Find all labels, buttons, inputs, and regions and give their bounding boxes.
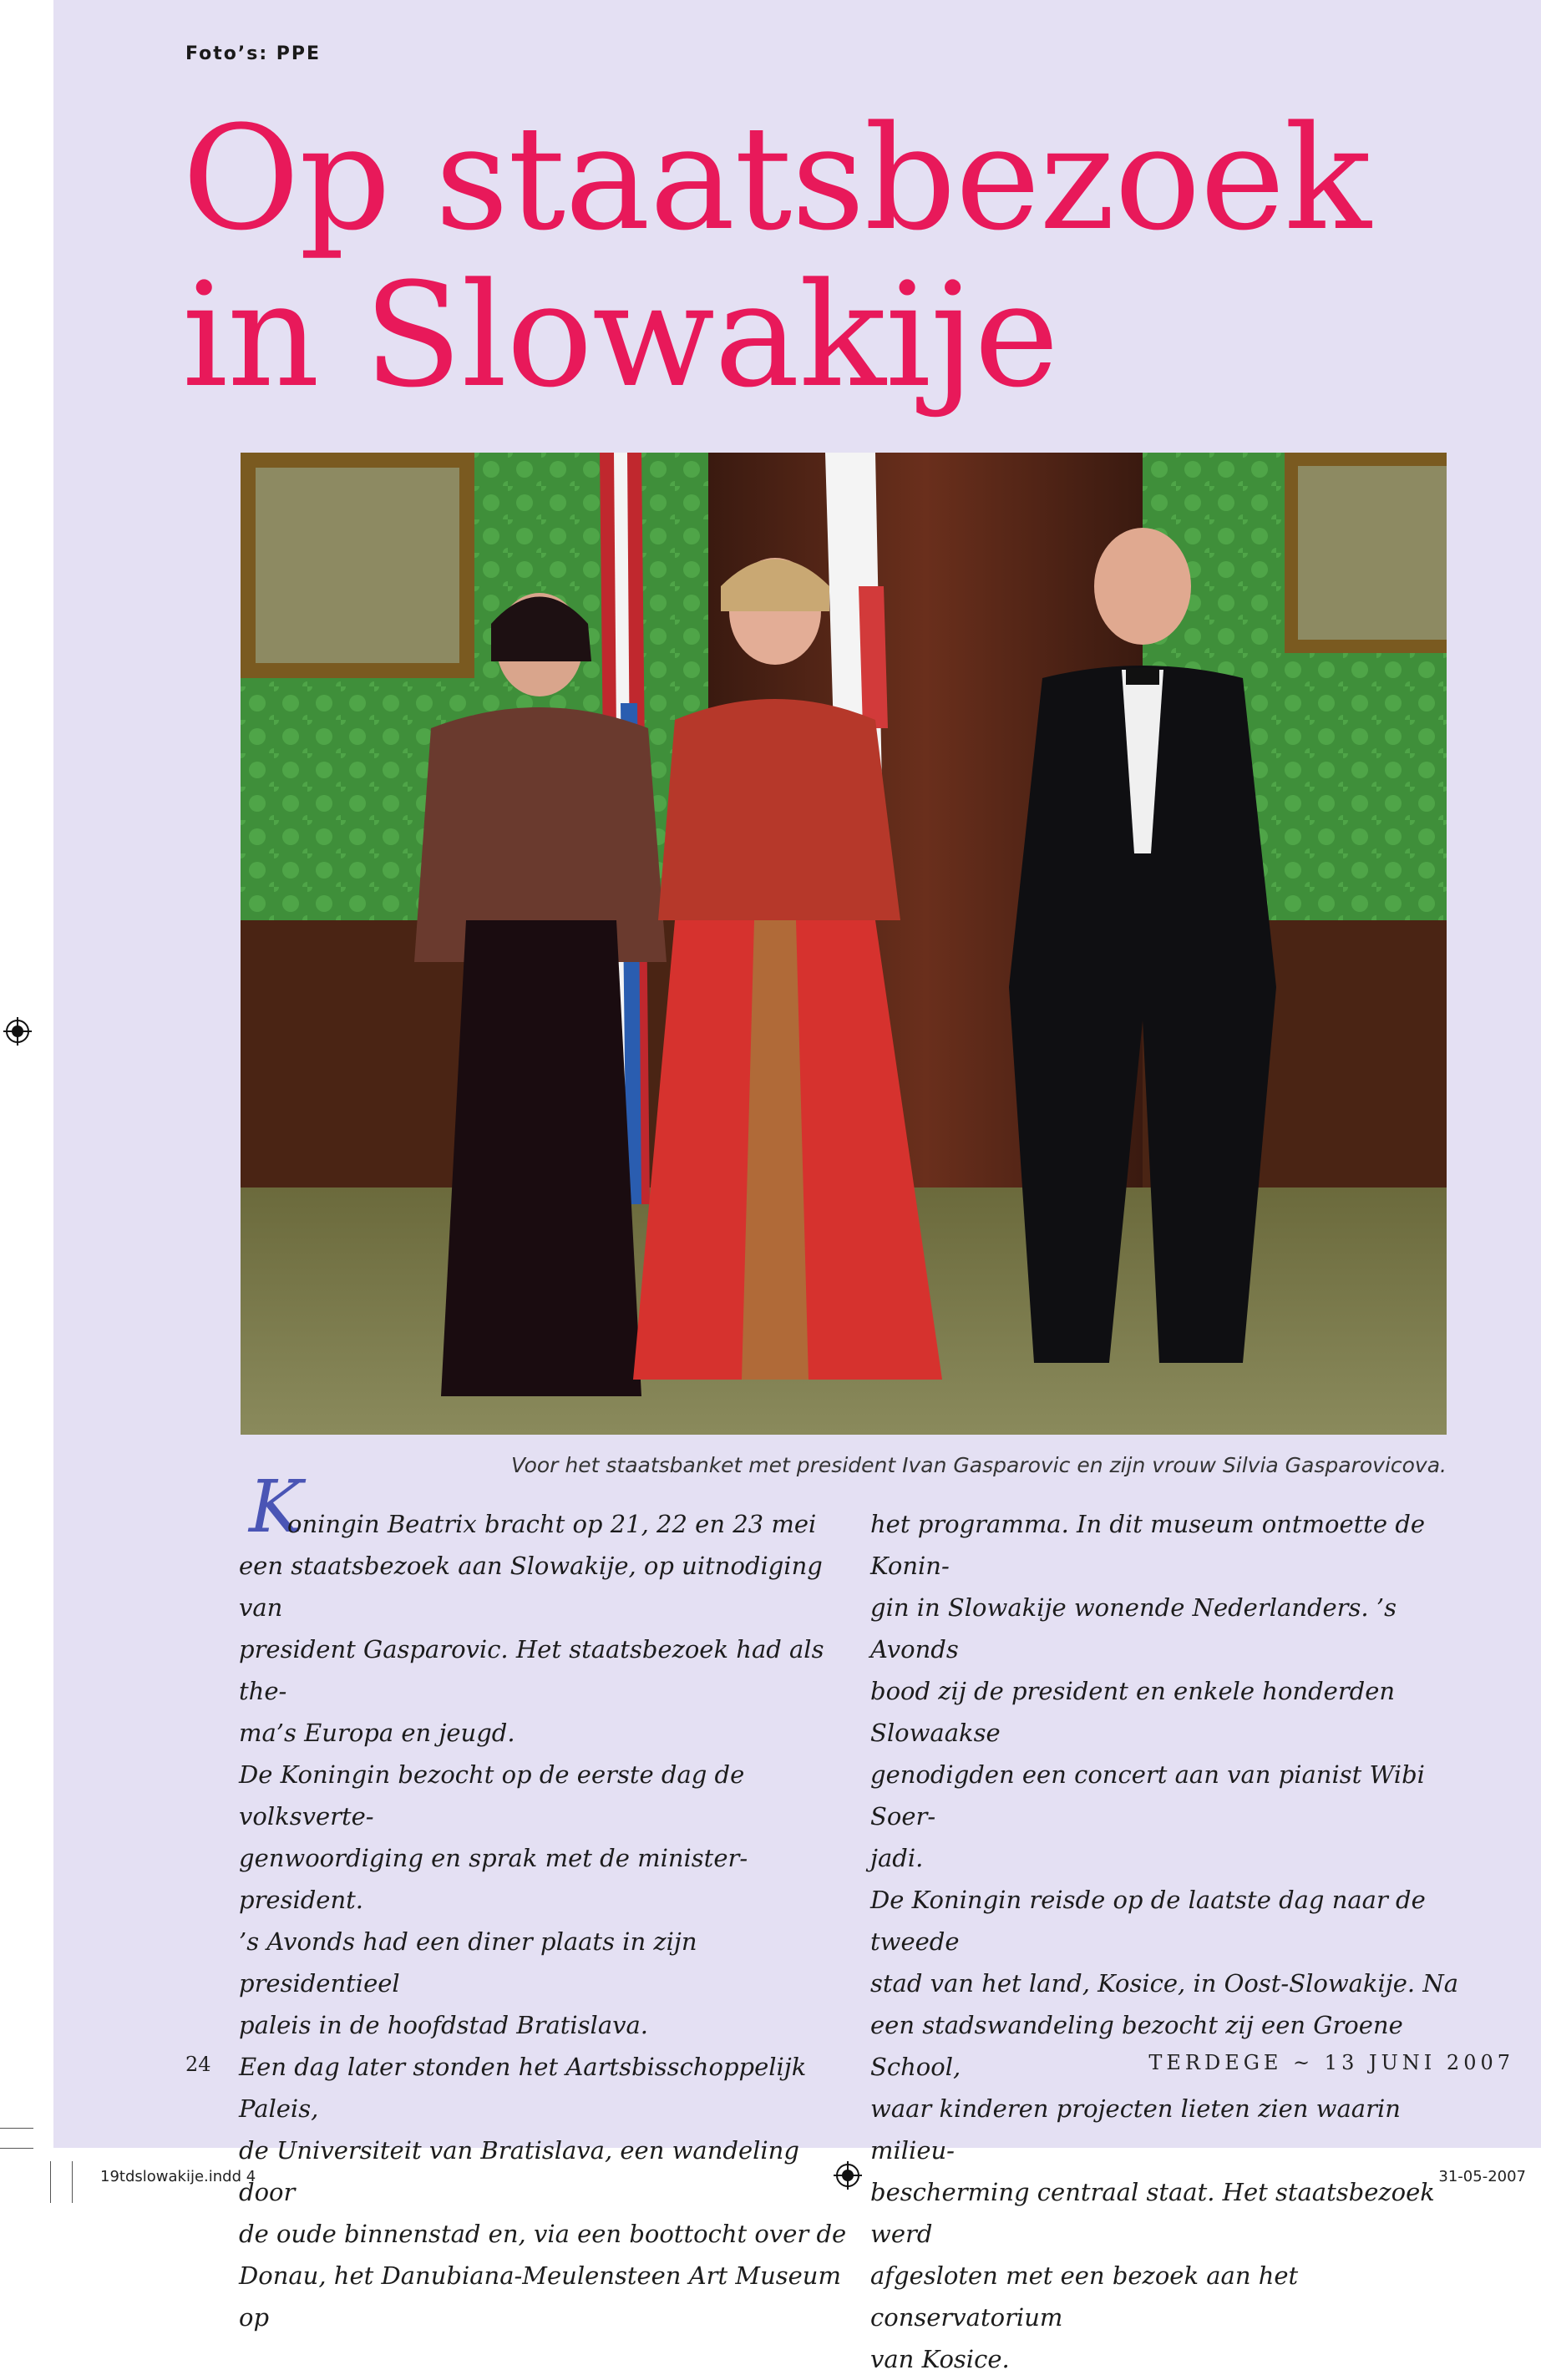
text-line: de oude binnenstad en, via een boottocht over de [239,2220,847,2248]
crop-mark [0,2148,33,2149]
crop-mark [0,2128,33,2129]
text-line: een staatsbezoek aan Slowakije, op uitnodiging van [239,1552,823,1622]
registration-mark-icon [834,2161,862,2190]
slug-date: 31-05-2007 [1438,2168,1526,2185]
text-line: ’s Avonds had een diner plaats in zijn presidentieel [239,1927,697,1998]
article-photo [241,453,1447,1435]
text-line: waar kinderen projecten lieten zien waarin milieu- [870,2094,1401,2165]
text-line: Een dag later stonden het Aartsbisschoppelijk Paleis, [239,2053,807,2123]
text-line: genwoordiging en sprak met de minister-president. [239,1844,748,1914]
photo-credit: Foto’s: PPE [185,43,322,64]
text-line: bescherming centraal staat. Het staatsbezoek werd [870,2178,1435,2248]
page-number: 24 [185,2053,211,2076]
text-line: oningin Beatrix bracht op 21, 22 en 23 mei [287,1510,817,1538]
text-line: bood zij de president en enkele honderden Slowaakse [870,1677,1396,1747]
text-line: paleis in de hoofdstad Bratislava. [239,2011,649,2039]
text-line: een stadswandeling bezocht zij een Groene School, [870,2011,1403,2081]
body-column-right [870,1503,1472,2380]
text-line: De Koningin reisde op de laatste dag naar de tweede [870,1886,1426,1956]
text-line: gin in Slowakije wonende Nederlanders. ’s Avonds [870,1593,1397,1663]
text-line: De Koningin bezocht op de eerste dag de volksverte- [239,1760,745,1831]
publication-info: TERDEGE ~ 13 JUNI 2007 [1148,2051,1514,2074]
text-line: Donau, het Danubiana-Meulensteen Art Museum op [239,2261,841,2332]
crop-mark [50,2161,51,2203]
article-title [182,94,1371,419]
text-line: president Gasparovic. Het staatsbezoek had als the- [239,1635,824,1705]
drop-cap: K [249,1466,303,1549]
text-line: afgesloten met een bezoek aan het conservatorium [870,2261,1299,2332]
state-banquet-photo [241,453,1447,1435]
text-line: de Universiteit van Bratislava, een wandeling door [239,2136,799,2206]
text-line: stad van het land, Kosice, in Oost-Slowakije. Na [870,1969,1459,1998]
registration-mark-icon [3,1017,32,1046]
text-line: van Kosice. [870,2345,1010,2373]
slug-filename: 19tdslowakije.indd 4 [100,2168,256,2185]
text-line: jadi. [870,1844,924,1872]
title-line-1: Op staatsbezoek [182,94,1371,262]
body-column-left [239,1503,857,2338]
painting-left [256,468,459,663]
text-line: ma’s Europa en jeugd. [239,1719,515,1747]
photo-caption: Voor het staatsbanket met president Ivan Gasparovic en zijn vrouw Silvia Gasparovicova. [510,1453,1447,1477]
title-line-2: in Slowakije [182,251,1058,419]
crop-mark [72,2161,73,2203]
text-line: het programma. In dit museum ontmoette de Konin- [870,1510,1426,1580]
painting-right [1298,466,1447,640]
text-line: genodigden een concert aan van pianist Wibi Soer- [870,1760,1425,1831]
